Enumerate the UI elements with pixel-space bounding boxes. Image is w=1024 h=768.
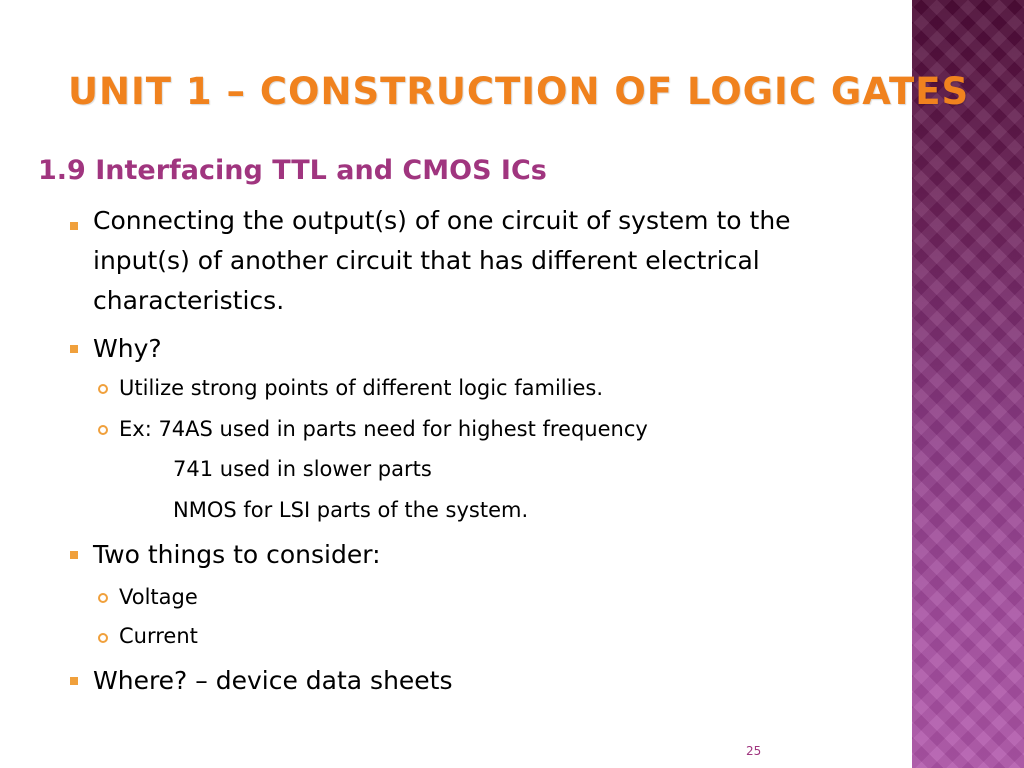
square-bullet-icon [70,222,78,230]
sub-bullet-utilize: Utilize strong points of different logic families. [119,376,604,400]
ring-bullet-icon [98,633,108,643]
bullet-why: Why? [93,334,162,363]
bullet-connecting-line2: input(s) of another circuit that has different electrical [93,246,760,275]
page-number: 25 [746,744,762,758]
example-continuation-741: 741 used in slower parts [173,457,432,481]
bullet-two-things: Two things to consider: [93,540,381,569]
sub-bullet-example: Ex: 74AS used in parts need for highest frequency [119,417,648,441]
bullet-where: Where? – device data sheets [93,666,453,695]
square-bullet-icon [70,551,78,559]
square-bullet-icon [70,677,78,685]
bullet-connecting-line1: Connecting the output(s) of one circuit of system to the [93,206,791,235]
decorative-side-band [912,0,1024,768]
ring-bullet-icon [98,384,108,394]
bullet-connecting-line3: characteristics. [93,286,285,315]
square-bullet-icon [70,345,78,353]
sub-bullet-current: Current [119,624,198,648]
ring-bullet-icon [98,425,108,435]
slide-title: UNIT 1 – CONSTRUCTION OF LOGIC GATES [68,70,970,113]
example-continuation-nmos: NMOS for LSI parts of the system. [173,498,529,522]
section-heading: 1.9 Interfacing TTL and CMOS ICs [38,155,547,186]
sub-bullet-voltage: Voltage [119,585,198,609]
ring-bullet-icon [98,593,108,603]
